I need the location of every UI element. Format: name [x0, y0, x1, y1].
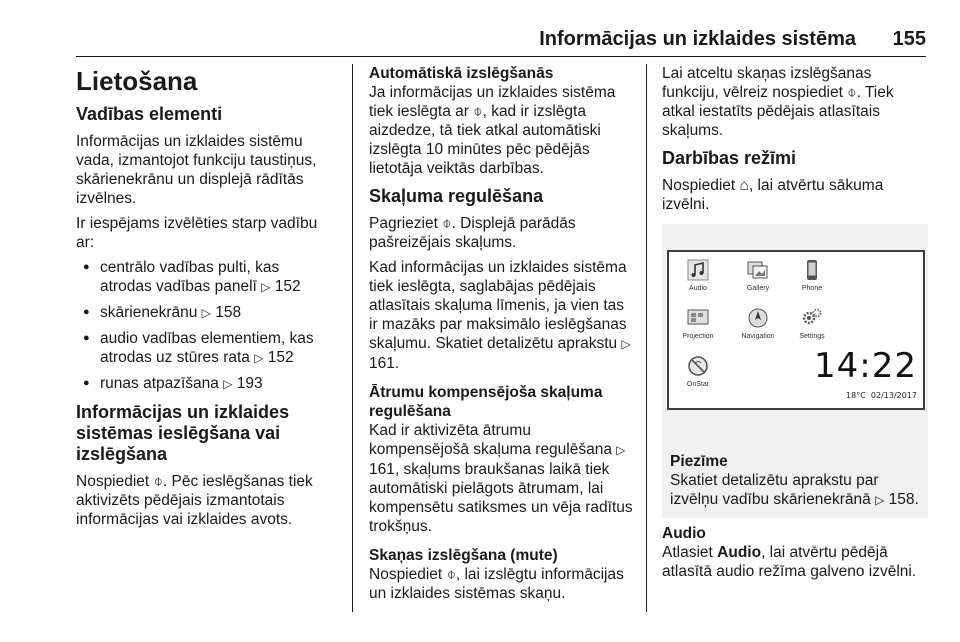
subheading-audio: Audio	[662, 525, 706, 542]
tile-projection: Projection	[673, 306, 723, 341]
power-icon: ⌽	[442, 215, 452, 232]
page-ref[interactable]: 158.	[888, 491, 919, 508]
subheading-speed-volume: Ātrumu kompensējoša skaļuma regulēšana	[369, 384, 603, 420]
audio-icon	[686, 258, 710, 282]
paragraph: Lai atceltu skaņas izslēgšanas funkciju, vēlreiz nospiediet ⌽. Tiek atkal iestatīts pēdējais atlasītais skaļums.	[662, 65, 894, 139]
touchscreen-display	[667, 250, 925, 410]
ref-arrow-icon: ▷	[875, 493, 885, 507]
onstar-icon	[686, 354, 710, 378]
column-3	[662, 64, 928, 587]
tile-navigation: Navigation	[733, 306, 783, 341]
list-item: ● skārienekrānu ▷ 158	[76, 303, 332, 323]
note-title: Piezīme	[670, 453, 728, 470]
paragraph: Nospiediet ⌂, lai atvērtu sākuma izvēlni.	[662, 177, 884, 213]
page-ref[interactable]: 161.	[369, 355, 400, 372]
ref-arrow-icon: ▷	[621, 337, 631, 351]
paragraph: Nospiediet ⌽, lai izslēgtu informācijas un izklaides sistēmas skaņu.	[369, 566, 624, 602]
navigation-icon	[746, 306, 770, 330]
column-2	[369, 64, 635, 609]
gallery-icon	[746, 258, 770, 282]
page-ref[interactable]: 158	[215, 304, 242, 321]
section-heading-modes: Darbības režīmi	[662, 148, 797, 168]
column-1	[76, 64, 332, 535]
note-text: Skatiet detalizētu aprakstu par izvēlņu vadību skārienekrānā ▷ 158.	[670, 472, 919, 508]
date-display: 02/13/2017	[870, 391, 917, 400]
paragraph: Kad ir aktivizēta ātrumu kompensējošā skaļuma regulēšana ▷ 161, skaļums braukšanas laikā tiek automātiski pielāgots ātrumam, lai kompensētu satiksmes un vēja radītus trokšņus.	[369, 422, 633, 535]
page-title: Lietošana	[76, 66, 198, 96]
column-divider	[352, 64, 353, 612]
projection-icon	[686, 306, 710, 330]
clock-temp-date	[846, 386, 917, 405]
paragraph: Kad informācijas un izklaides sistēma tiek ieslēgta, saglabājas pēdējais atlasītais skaļuma līmenis, ja vien tas ir mazāks par maksimālo ieslēgšanas skaļumu. Skatiet detalizētu aprakstu ▷ 161.	[369, 259, 631, 372]
gear-icon	[800, 306, 824, 330]
phone-icon	[800, 258, 824, 282]
tile-audio: Audio	[673, 258, 723, 293]
paragraph: Ir iespējams izvēlēties starp vadību ar:	[76, 215, 318, 251]
home-screen-illustration	[662, 224, 928, 438]
subheading-mute: Skaņas izslēgšana (mute)	[369, 547, 558, 564]
control-list	[76, 258, 332, 394]
clock-time: 14:22	[814, 346, 917, 386]
section-heading-controls: Vadības elementi	[76, 104, 223, 124]
header-title: Informācijas un izklaides sistēma	[539, 28, 856, 50]
power-icon: ⌽	[473, 103, 483, 120]
tile-gallery: Gallery	[733, 258, 783, 293]
home-icon: ⌂	[739, 177, 749, 194]
page-ref[interactable]: 193	[236, 375, 263, 392]
power-icon: ⌽	[847, 84, 857, 101]
ref-arrow-icon: ▷	[261, 280, 271, 294]
ref-arrow-icon: ▷	[223, 377, 233, 391]
note-box	[662, 438, 928, 518]
audio-keyword: Audio	[717, 544, 762, 561]
power-icon: ⌽	[446, 566, 456, 583]
paragraph: Ja informācijas un izklaides sistēma tiek ieslēgta ar ⌽, kad ir izslēgta aizdedze, tā tiek atkal automātiski izslēgta 10 minūtes pēc pēdējās lietotāja veiktās darbības.	[369, 84, 616, 177]
page-ref[interactable]: 161	[369, 461, 395, 478]
header-divider	[76, 56, 926, 57]
power-icon: ⌽	[153, 473, 163, 490]
page-ref[interactable]: 152	[274, 278, 301, 295]
outside-temperature: 18°C	[846, 391, 866, 400]
tile-phone: Phone	[787, 258, 837, 293]
ref-arrow-icon: ▷	[254, 351, 264, 365]
column-divider	[646, 64, 647, 612]
page-ref[interactable]: 152	[267, 349, 294, 366]
tile-settings: Settings	[787, 306, 837, 341]
list-item: ● centrālo vadības pulti, kas atrodas vadības panelī ▷ 152	[76, 258, 332, 297]
list-item: ● audio vadības elementiem, kas atrodas uz stūres rata ▷ 152	[76, 329, 332, 368]
tile-onstar: OnStar	[673, 354, 723, 389]
paragraph: Informācijas un izklaides sistēmu vada, izmantojot funkciju taustiņus, skārienekrānu un displejā rādītās izvēlnes.	[76, 133, 317, 207]
section-heading-power: Informācijas un izklaides sistēmas ieslēgšana vai izslēgšana	[76, 402, 290, 464]
section-heading-volume: Skaļuma regulēšana	[369, 186, 544, 206]
page-number: 155	[892, 28, 926, 50]
subheading-auto-off: Automātiskā izslēgšanās	[369, 65, 554, 82]
paragraph: Nospiediet ⌽. Pēc ieslēgšanas tiek aktivizēts pēdējais izmantotais informācijas vai izklaides avots.	[76, 473, 313, 528]
paragraph: Atlasiet Audio, lai atvērtu pēdējā atlasītā audio režīma galveno izvēlni.	[662, 544, 917, 580]
ref-arrow-icon: ▷	[201, 306, 211, 320]
list-item: ● runas atpazīšana ▷ 193	[76, 374, 332, 394]
page-header	[76, 28, 926, 54]
ref-arrow-icon: ▷	[616, 443, 626, 457]
paragraph: Pagrieziet ⌽. Displejā parādās pašreizējais skaļums.	[369, 215, 576, 251]
